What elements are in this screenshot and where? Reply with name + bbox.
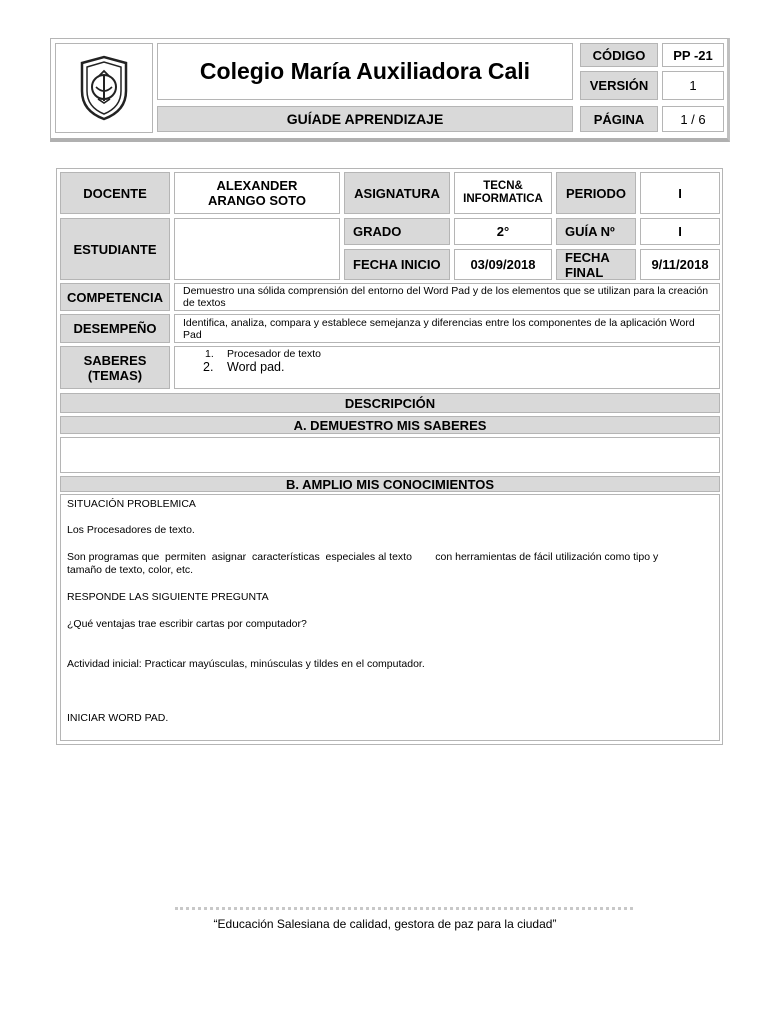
periodo-label: PERIODO xyxy=(556,172,636,214)
fecha-final-label-line1: FECHA xyxy=(565,249,610,265)
amplio-heading: B. AMPLIO MIS CONOCIMIENTOS xyxy=(60,476,720,492)
asignatura-value-line1: TECN& xyxy=(483,180,523,192)
list-item: 1. Procesador de texto xyxy=(205,348,321,360)
estudiante-label: ESTUDIANTE xyxy=(60,218,170,280)
saberes-label xyxy=(60,346,170,389)
footer-motto: “Educación Salesiana de calidad, gestora de paz para la ciudad” xyxy=(213,917,557,931)
saberes-label-line2: (TEMAS) xyxy=(87,367,143,383)
codigo-label: CÓDIGO xyxy=(580,43,658,67)
footer-dotted-rule xyxy=(175,907,633,910)
school-name: Colegio María Auxiliadora Cali xyxy=(199,58,531,84)
content-p3b: tamaño de texto, color, etc. xyxy=(67,564,194,576)
version-label: VERSIÓN xyxy=(580,71,658,100)
content-p5: ¿Qué ventajas trae escribir cartas por computador? xyxy=(67,618,307,630)
grado-label: GRADO xyxy=(344,218,450,245)
guia-value: I xyxy=(640,218,720,245)
asignatura-value-line2: INFORMATICA xyxy=(463,193,543,205)
fecha-inicio-label: FECHA INICIO xyxy=(344,249,450,280)
desempeno-text: Identifica, analiza, compara y establece semejanza y diferencias entre los componentes de la aplicación Word Pad xyxy=(174,314,720,343)
competencia-label: COMPETENCIA xyxy=(60,283,170,311)
estudiante-value xyxy=(174,218,340,280)
version-value: 1 xyxy=(662,71,724,100)
docente-label: DOCENTE xyxy=(60,172,170,214)
guia-label: GUÍA Nº xyxy=(556,218,636,245)
logo-area xyxy=(55,43,153,133)
grado-value: 2° xyxy=(454,218,552,245)
content-p1: SITUACIÓN PROBLEMICA xyxy=(67,498,196,510)
fecha-final-label xyxy=(556,249,636,280)
content-p6: Actividad inicial: Practicar mayúsculas, minúsculas y tildes en el computador. xyxy=(67,658,425,670)
periodo-value: I xyxy=(640,172,720,214)
descripcion-heading: DESCRIPCIÓN xyxy=(60,393,720,413)
content-p2: Los Procesadores de texto. xyxy=(67,524,195,536)
fecha-final-value: 9/11/2018 xyxy=(640,249,720,280)
demuestro-heading: A. DEMUESTRO MIS SABERES xyxy=(60,416,720,434)
asignatura-value xyxy=(454,172,552,214)
list-item: 2. Word pad. xyxy=(203,360,285,374)
saberes-list xyxy=(174,346,720,389)
demuestro-area xyxy=(60,437,720,473)
content-p4: RESPONDE LAS SIGUIENTE PREGUNTA xyxy=(67,591,269,603)
pagina-value: 1 / 6 xyxy=(662,106,724,132)
asignatura-label: ASIGNATURA xyxy=(344,172,450,214)
content-p7: INICIAR WORD PAD. xyxy=(67,712,169,724)
doc-title: GUÍADE APRENDIZAJE xyxy=(157,106,573,132)
pagina-label: PÁGINA xyxy=(580,106,658,132)
fecha-final-label-line2: FINAL xyxy=(565,264,604,280)
content-p3a: Son programas que permiten asignar características especiales al texto con herramientas de fácil utilización como tipo y xyxy=(67,551,659,563)
desempeno-label: DESEMPEÑO xyxy=(60,314,170,343)
school-crest-icon xyxy=(74,53,134,123)
docente-value: ALEXANDER ARANGO SOTO xyxy=(174,172,340,214)
competencia-text: Demuestro una sólida comprensión del entorno del Word Pad y de los elementos que se utilizan para la creación de textos xyxy=(174,283,720,311)
fecha-inicio-value: 03/09/2018 xyxy=(454,249,552,280)
codigo-value: PP -21 xyxy=(662,43,724,67)
school-name-box xyxy=(157,43,573,100)
saberes-label-line1: SABERES xyxy=(83,352,147,368)
